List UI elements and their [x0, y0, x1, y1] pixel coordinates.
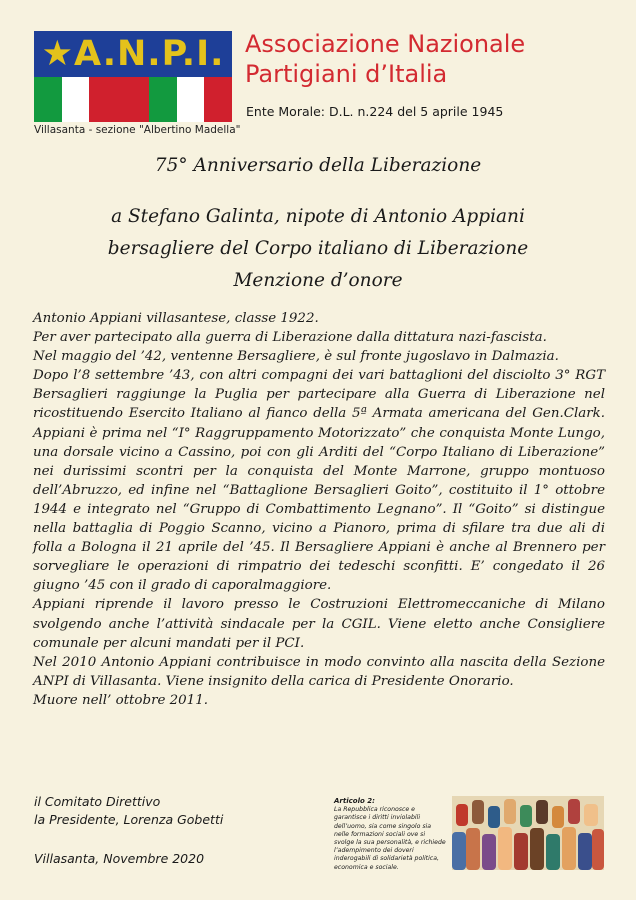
org-name-line2: Partigiani d’Italia — [245, 60, 448, 88]
bio-paragraph: Nel 2010 Antonio Appiani contribuisce in modo convinto alla nascita della Sezione ANPI di Villasanta. Viene insignito della carica di Presidente Onorario. — [33, 654, 605, 689]
ente-morale: Ente Morale: D.L. n.224 del 5 aprile 1945 — [246, 104, 504, 119]
dedication-line1: a Stefano Galinta, nipote di Antonio Appiani — [111, 206, 525, 227]
section-caption: Villasanta - sezione "Albertino Madella" — [34, 124, 241, 136]
bio-paragraph: Appiani riprende il lavoro presso le Costruzioni Elettromeccaniche di Milano svolgendo anche l’attività sindacale per la CGIL. Viene eletto anche Consigliere comunale per alcuni mandati per il PCI. — [33, 597, 605, 651]
logo-red-band — [117, 77, 149, 122]
article-2-box — [334, 797, 446, 872]
anpi-logo — [34, 31, 232, 122]
committee-line: il Comitato Direttivo — [34, 794, 161, 809]
italian-flag-icon — [34, 77, 117, 122]
article-text: La Repubblica riconosce e garantisce i diritti inviolabili dell’uomo, sia come singolo sia nelle formazioni sociali ove si svolge la sua personalità, e richiede l’adempimento dei doveri inderogabili di solidarietà politica, economica e sociale. — [334, 806, 446, 871]
place-date: Villasanta, Novembre 2020 — [34, 851, 205, 866]
bio-paragraph: Muore nell’ ottobre 2011. — [33, 692, 208, 708]
org-name-line1: Associazione Nazionale — [245, 30, 526, 58]
logo-text: ★A.N.P.I. — [41, 34, 225, 74]
dedication-line2: bersagliere del Corpo italiano di Liberazione — [107, 238, 529, 259]
anniversary-title: 75° Anniversario della Liberazione — [154, 155, 482, 176]
italian-flag-icon — [149, 77, 232, 122]
bio-paragraph: Per aver partecipato alla guerra di Liberazione dalla dittatura nazi-fascista. — [33, 330, 547, 346]
raised-fists-icon — [452, 796, 604, 870]
article-title: Articolo 2: — [334, 797, 375, 805]
bio-paragraph: Antonio Appiani villasantese, classe 1922. — [33, 311, 319, 326]
president-line: la Presidente, Lorenza Gobetti — [34, 812, 224, 827]
signature-block — [34, 793, 304, 829]
biography-text — [33, 309, 605, 710]
bio-paragraph: Nel maggio del ’42, ventenne Bersagliere, è sul fronte jugoslavo in Dalmazia. — [33, 349, 559, 365]
dedication-line3: Menzione d’onore — [233, 270, 403, 291]
bio-paragraph: Dopo l’8 settembre ’43, con altri compagni dei vari battaglioni del disciolto 3° RGT Bersaglieri raggiunge la Puglia per partecipare alla Guerra di Liberazione nel ricostituendo Esercito Italiano al fianco della 5ª Armata americana del Gen.Clark. Appiani è prima nel “I° Raggruppamento Motorizzato” che conquista Monte Lungo, una dorsale vicino a Cassino, poi con gli Arditi del “Corpo Italiano di Liberazione” nei durissimi scontri per la conquista del Monte Marrone, gruppo montuoso dell’Abruzzo, ed infine nel “Battaglione Bersaglieri Goito”, costituito il 1° ottobre 1944 e integrato nel “Gruppo di Combattimento Legnano”. Il “Goito” si distingue nella battaglia di Poggio Scanno, vicino a Pianoro, prima di sfilare tra due ali di folla a Bologna il 21 aprile del ’45. Il Bersagliere Appiani è anche al Brennero per sorvegliare le operazioni di rimpatrio dei tedeschi sconfitti. E’ congedato il 26 giugno ’45 con il grado di caporalmaggiore. — [33, 368, 605, 594]
organization-name — [245, 29, 625, 89]
raised-fists-image — [452, 796, 604, 870]
title-block — [40, 153, 596, 297]
